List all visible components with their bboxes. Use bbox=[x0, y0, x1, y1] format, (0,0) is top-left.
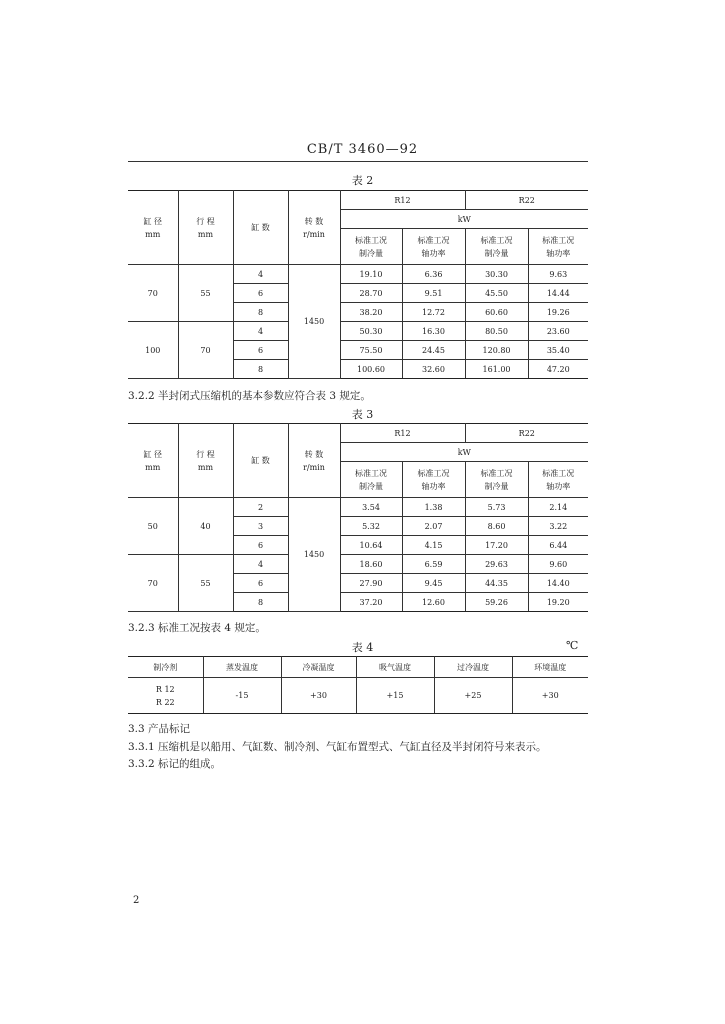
cell: 29.63 bbox=[465, 555, 528, 574]
cell: 14.40 bbox=[528, 574, 588, 593]
r22-header: R22 bbox=[465, 424, 588, 443]
stroke-value: 70 bbox=[178, 322, 233, 379]
cell: 38.20 bbox=[340, 303, 402, 322]
cylinder-count-header: 缸 数 bbox=[233, 424, 288, 498]
table3 bbox=[128, 423, 588, 612]
cell: 4 bbox=[233, 555, 288, 574]
col-refrigerant: 制冷剂 bbox=[128, 657, 203, 678]
cell: 44.35 bbox=[465, 574, 528, 593]
cell: 120.80 bbox=[465, 341, 528, 360]
standard-number: CB/T 3460—92 bbox=[306, 142, 419, 157]
cell: 3 bbox=[233, 517, 288, 536]
col-power-r12: 标准工况 轴功率 bbox=[402, 229, 465, 265]
para-3-2-2: 3.2.2 半封闭式压缩机的基本参数应符合表 3 规定。 bbox=[128, 390, 371, 402]
cell: 14.44 bbox=[528, 284, 588, 303]
page-number: 2 bbox=[133, 895, 140, 906]
cell: 9.60 bbox=[528, 555, 588, 574]
cell: 8.60 bbox=[465, 517, 528, 536]
cell: 12.72 bbox=[402, 303, 465, 322]
col-capacity-r22: 标准工况 制冷量 bbox=[465, 462, 528, 498]
r12-header: R12 bbox=[340, 424, 465, 443]
cell: 45.50 bbox=[465, 284, 528, 303]
cell: 4 bbox=[233, 265, 288, 284]
suction-temp-value: +15 bbox=[356, 678, 434, 714]
stroke-value: 40 bbox=[178, 498, 233, 555]
cell: 100.60 bbox=[340, 360, 402, 379]
cell: 80.50 bbox=[465, 322, 528, 341]
para-3-3-1: 3.3.1 压缩机是以船用、气缸数、制冷剂、气缸布置型式、气缸直径及半封闭符号来表示。 bbox=[128, 741, 547, 753]
table2-caption: 表 2 bbox=[351, 174, 374, 187]
evaporating-temp-value: -15 bbox=[203, 678, 281, 714]
kw-unit-header: kW bbox=[340, 210, 588, 229]
bore-value: 50 bbox=[128, 498, 178, 555]
stroke-value: 55 bbox=[178, 265, 233, 322]
cell: 2.07 bbox=[402, 517, 465, 536]
cell: 2 bbox=[233, 498, 288, 517]
cylinder-count-header: 缸 数 bbox=[233, 191, 288, 265]
cell: 6.36 bbox=[402, 265, 465, 284]
bore-value: 70 bbox=[128, 265, 178, 322]
cell: 75.50 bbox=[340, 341, 402, 360]
r12-header: R12 bbox=[340, 191, 465, 210]
cell: 6 bbox=[233, 341, 288, 360]
subcooling-temp-value: +25 bbox=[434, 678, 512, 714]
col-capacity-r12: 标准工况 制冷量 bbox=[340, 229, 402, 265]
cell: 19.20 bbox=[528, 593, 588, 612]
speed-header: 转 数 r/min bbox=[288, 424, 340, 498]
cell: 32.60 bbox=[402, 360, 465, 379]
cell: 5.32 bbox=[340, 517, 402, 536]
header-rule bbox=[128, 161, 588, 162]
cell: 60.60 bbox=[465, 303, 528, 322]
stroke-header: 行 程 mm bbox=[178, 191, 233, 265]
cell: 16.30 bbox=[402, 322, 465, 341]
cell: 37.20 bbox=[340, 593, 402, 612]
col-power-r22: 标准工况 轴功率 bbox=[528, 229, 588, 265]
cell: 47.20 bbox=[528, 360, 588, 379]
col-evaporating-temp: 蒸发温度 bbox=[203, 657, 281, 678]
condensing-temp-value: +30 bbox=[281, 678, 356, 714]
cell: 24.45 bbox=[402, 341, 465, 360]
cell: 19.26 bbox=[528, 303, 588, 322]
cell: 8 bbox=[233, 360, 288, 379]
cell: 8 bbox=[233, 593, 288, 612]
cell: 4 bbox=[233, 322, 288, 341]
table4 bbox=[128, 656, 588, 714]
cell: 17.20 bbox=[465, 536, 528, 555]
cell: 50.30 bbox=[340, 322, 402, 341]
cell: 27.90 bbox=[340, 574, 402, 593]
col-suction-temp: 吸气温度 bbox=[356, 657, 434, 678]
stroke-header: 行 程 mm bbox=[178, 424, 233, 498]
bore-value: 70 bbox=[128, 555, 178, 612]
stroke-value: 55 bbox=[178, 555, 233, 612]
col-power-r12: 标准工况 轴功率 bbox=[402, 462, 465, 498]
col-capacity-r12: 标准工况 制冷量 bbox=[340, 462, 402, 498]
cell: 10.64 bbox=[340, 536, 402, 555]
bore-header: 缸 径 mm bbox=[128, 191, 178, 265]
col-power-r22: 标准工况 轴功率 bbox=[528, 462, 588, 498]
cell: 1.38 bbox=[402, 498, 465, 517]
cell: 18.60 bbox=[340, 555, 402, 574]
table4-caption: 表 4 bbox=[351, 641, 374, 654]
cell: 3.22 bbox=[528, 517, 588, 536]
col-condensing-temp: 冷凝温度 bbox=[281, 657, 356, 678]
table3-caption: 表 3 bbox=[351, 408, 374, 421]
cell: 9.51 bbox=[402, 284, 465, 303]
cell: 161.00 bbox=[465, 360, 528, 379]
refrigerant-names: R 12 R 22 bbox=[128, 678, 203, 714]
cell: 59.26 bbox=[465, 593, 528, 612]
cell: 6 bbox=[233, 284, 288, 303]
table2 bbox=[128, 190, 588, 379]
cell: 6.44 bbox=[528, 536, 588, 555]
ambient-temp-value: +30 bbox=[512, 678, 588, 714]
col-capacity-r22: 标准工况 制冷量 bbox=[465, 229, 528, 265]
speed-header: 转 数 r/min bbox=[288, 191, 340, 265]
cell: 23.60 bbox=[528, 322, 588, 341]
kw-unit-header: kW bbox=[340, 443, 588, 462]
para-3-2-3: 3.2.3 标准工况按表 4 规定。 bbox=[128, 622, 266, 634]
cell: 9.45 bbox=[402, 574, 465, 593]
cell: 2.14 bbox=[528, 498, 588, 517]
cell: 19.10 bbox=[340, 265, 402, 284]
speed-value: 1450 bbox=[288, 498, 340, 612]
cell: 35.40 bbox=[528, 341, 588, 360]
cell: 30.30 bbox=[465, 265, 528, 284]
cell: 3.54 bbox=[340, 498, 402, 517]
bore-header: 缸 径 mm bbox=[128, 424, 178, 498]
bore-value: 100 bbox=[128, 322, 178, 379]
col-ambient-temp: 环境温度 bbox=[512, 657, 588, 678]
cell: 28.70 bbox=[340, 284, 402, 303]
table4-unit: ℃ bbox=[566, 639, 579, 652]
cell: 4.15 bbox=[402, 536, 465, 555]
cell: 5.73 bbox=[465, 498, 528, 517]
cell: 6 bbox=[233, 574, 288, 593]
speed-value: 1450 bbox=[288, 265, 340, 379]
para-3-3-2: 3.3.2 标记的组成。 bbox=[128, 758, 222, 770]
cell: 12.60 bbox=[402, 593, 465, 612]
cell: 6.59 bbox=[402, 555, 465, 574]
cell: 8 bbox=[233, 303, 288, 322]
r22-header: R22 bbox=[465, 191, 588, 210]
cell: 6 bbox=[233, 536, 288, 555]
cell: 9.63 bbox=[528, 265, 588, 284]
para-3-3: 3.3 产品标记 bbox=[128, 723, 191, 735]
col-subcooling-temp: 过冷温度 bbox=[434, 657, 512, 678]
